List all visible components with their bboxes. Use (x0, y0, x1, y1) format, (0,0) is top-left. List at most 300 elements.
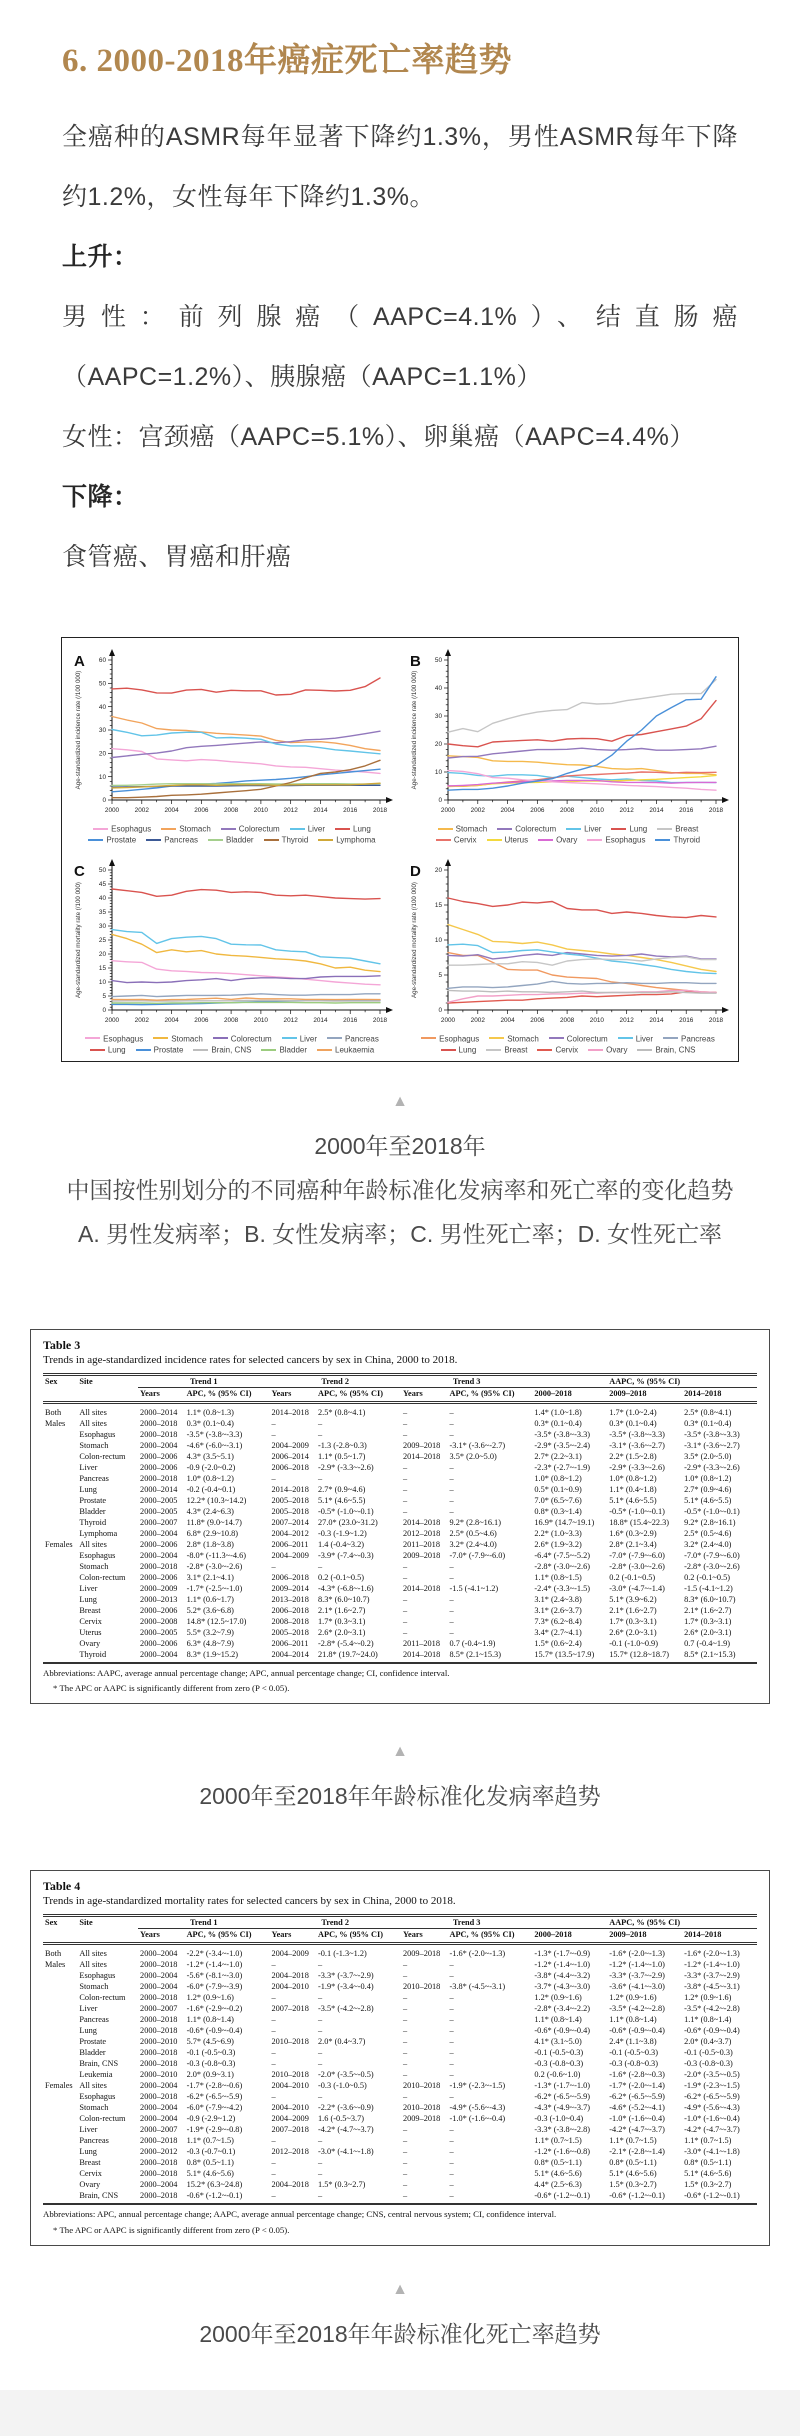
svg-text:2000: 2000 (104, 1016, 120, 1024)
svg-text:20: 20 (98, 750, 106, 758)
legend-swatch-icon (487, 839, 502, 841)
svg-text:2014: 2014 (649, 1016, 664, 1024)
table-row: Thyroid 2000–2004 8.3* (1.9~15.2) 2004–2014 21.8* (19.7~24.0) 2014–2018 8.5* (2.1~15.3) 15.7* (13.5~17.9) 15.7* (12.8~18.7) 8.5* (2.1~15.3) (43, 1649, 757, 1663)
legend-item (161, 823, 211, 834)
col-sex: Sex (45, 1376, 58, 1386)
table-row: Ovary 2000–2004 15.2* (6.3~24.8) 2004–2018 1.5* (0.3~2.7) – – 4.4* (2.5~6.3) 1.5* (0.3~2.7) 1.5* (0.3~2.7) (79, 2180, 732, 2190)
svg-text:2016: 2016 (343, 807, 358, 814)
svg-text:40: 40 (98, 894, 106, 902)
table-row: Prostate 2000–2005 12.2* (10.3~14.2) 2005–2018 5.1* (4.6~5.5) – – 7.0* (6.5~7.6) 5.1* (4.6~5.5) 5.1* (4.6~5.5) (79, 1495, 732, 1505)
legend-item (487, 834, 529, 845)
svg-text:2006: 2006 (194, 1016, 209, 1024)
legend-label: Lung (353, 824, 371, 834)
legend-swatch-icon (549, 1037, 564, 1039)
series-thyroid (112, 760, 380, 797)
legend-item (549, 1033, 608, 1044)
col-apc-3: APC, % (95% CI) (447, 1387, 532, 1402)
series-lung (112, 889, 380, 899)
chart-panel-c (64, 856, 400, 1056)
legend-swatch-icon (421, 1037, 436, 1039)
legend-label: Prostate (106, 835, 137, 845)
col-years-1: Years (138, 1929, 185, 1944)
series-pancreas (112, 993, 380, 996)
table-row: Ovary 2000–2006 6.3* (4.8~7.9) 2006–2011 -2.8* (-5.4~-0.2) 2011–2018 0.7 (-0.4~1.9) 1.5* (0.6~2.4) -0.1 (-1.0~0.9) 0.7 (-0.4~1.9) (79, 1638, 731, 1648)
legend-label: Uterus (504, 835, 529, 845)
col-aapc-2014-2018: 2014–2018 (682, 1929, 757, 1944)
svg-text:2002: 2002 (134, 1016, 149, 1024)
svg-text:0: 0 (102, 1006, 106, 1014)
series-lung (448, 701, 716, 747)
col-trend2: Trend 2 (270, 1916, 401, 1929)
svg-text:0: 0 (102, 797, 106, 805)
svg-text:2006: 2006 (530, 807, 545, 814)
panel-letter-a: A (74, 653, 85, 670)
chart-c-svg (70, 856, 394, 1032)
legend-item (213, 1033, 272, 1044)
legend-label: Cervix (555, 1045, 579, 1055)
legend-item (221, 823, 280, 834)
legend-label: Lung (629, 824, 648, 834)
svg-text:2014: 2014 (649, 807, 664, 814)
legend-item (282, 1033, 317, 1044)
legend-item (538, 834, 577, 845)
svg-text:40: 40 (98, 703, 106, 711)
table4-group-header-row (43, 1916, 757, 1929)
legend-label: Colorectum (230, 1033, 272, 1043)
legend-label: Breast (504, 1045, 528, 1055)
col-sex: Sex (45, 1918, 58, 1928)
legend-swatch-icon (208, 839, 223, 841)
table4-footnote-abbr: Abbreviations: APC, annual percentage change; AAPC, average annual percentage change; CNS, central nervous system; CI, confidence interval. (43, 2209, 557, 2220)
svg-text:15: 15 (434, 901, 442, 909)
table-row: Esophagus 2000–2018 -6.2* (-6.5~-5.9) – – – – -6.2* (-6.5~-5.9) -6.2* (-6.5~-5.9) -6.2* (-6.5~-5.9) (79, 2092, 740, 2102)
legend-label: Leukaemia (335, 1045, 375, 1055)
legend-label: Ovary (556, 835, 578, 845)
legend-item (93, 823, 151, 834)
legend-swatch-icon (489, 1037, 504, 1039)
legend-item (566, 823, 601, 834)
series-bladder (112, 1002, 380, 1003)
legend-swatch-icon (264, 839, 279, 841)
table-row: Prostate 2000–2010 5.7* (4.5~6.9) 2010–2018 2.0* (0.4~3.7) – – 4.1* (3.1~5.0) 2.4* (1.1~3.8) 2.0* (0.4~3.7) (79, 2037, 732, 2047)
table-row: Stomach 2000–2004 -6.0* (-7.9~-3.9) 2004–2010 -1.9* (-3.4~-0.4) 2010–2018 -3.8* (-4.5~-3.1) -3.7* (-4.3~-3.0) -3.6* (-4.1~-3.0) -3.8* (-4.5~-3.1) (79, 1982, 740, 1992)
legend-swatch-icon (153, 1037, 168, 1039)
series-stomach (112, 717, 380, 751)
table-row: Liver 2000–2006 -0.9 (-2.0~0.2) 2006–2018 -2.9* (-3.3~-2.6) – – -2.3* (-2.7~-1.9) -2.9* (-3.3~-2.6) -2.9* (-3.3~-2.6) (79, 1462, 740, 1472)
legend-item (537, 1044, 578, 1055)
col-site: Site (79, 1376, 93, 1386)
svg-text:2008: 2008 (224, 807, 239, 814)
svg-text:10: 10 (434, 936, 442, 944)
legend-label: Lymphoma (336, 835, 376, 845)
legend-item (588, 1044, 627, 1055)
svg-text:2000: 2000 (440, 807, 456, 814)
svg-text:5: 5 (438, 971, 442, 979)
table-row: Thyroid 2000–2007 11.8* (9.0~14.7) 2007–2014 27.0* (23.0~31.2) 2014–2018 9.2* (2.8~16.1) 16.9* (14.7~19.1) 18.8* (15.4~22.3) 9.2* (2.8~16.1) (79, 1517, 736, 1527)
legend-label: Pancreas (164, 835, 199, 845)
table-row: Both All sites 2000–2004 -2.2* (-3.4~-1.0) 2004–2009 -0.1 (-1.3~1.2) 2009–2018 -1.6* (-2.0~-1.3) -1.3* (-1.7~-0.9) -1.6* (-2.0~-1.3) -1.6* (-2.0~-1.3) (45, 1949, 740, 1959)
legend-label: Stomach (507, 1033, 539, 1043)
svg-text:0: 0 (438, 1006, 442, 1014)
legend-swatch-icon (221, 828, 236, 830)
legend-label: Pancreas (681, 1033, 715, 1043)
legend-label: Thyroid (673, 835, 701, 845)
table-row: Esophagus 2000–2004 -8.0* (-11.3~-4.6) 2004–2009 -3.9* (-7.4~-0.3) 2009–2018 -7.0* (-7.9~-6.0) -6.4* (-7.5~-5.2) -7.0* (-7.9~-6.0) -7.0* (-7.9~-6.0) (79, 1550, 740, 1560)
series-esophagus (112, 960, 380, 984)
col-site: Site (79, 1918, 93, 1928)
legend-swatch-icon (566, 828, 581, 830)
legend-swatch-icon (588, 1049, 603, 1051)
legend-swatch-icon (90, 1049, 105, 1051)
y-axis-label: Age-standardized mortality rate (/100 000) (75, 881, 82, 998)
svg-text:20: 20 (434, 741, 442, 749)
legend-label: Pancreas (345, 1033, 379, 1043)
col-aapc-2000-2018: 2000–2018 (532, 1929, 607, 1944)
svg-text:2016: 2016 (679, 1016, 694, 1024)
legend-item (146, 834, 198, 845)
legend-item (153, 1033, 203, 1044)
svg-text:20: 20 (98, 950, 106, 958)
col-aapc-2014-2018: 2014–2018 (682, 1387, 757, 1402)
series-liver (112, 730, 380, 754)
legend-swatch-icon (537, 1049, 552, 1051)
svg-text:2010: 2010 (253, 807, 268, 814)
legend-item (193, 1044, 251, 1055)
legend-item (486, 1044, 527, 1055)
col-trend1: Trend 1 (138, 1374, 269, 1387)
legend-item (318, 834, 375, 845)
col-trend3: Trend 3 (401, 1374, 532, 1387)
svg-text:2018: 2018 (708, 807, 724, 814)
chart-d-svg (406, 856, 730, 1032)
table-row: Colon-rectum 2000–2004 -0.9 (-2.9~1.2) 2004–2009 1.6 (-0.5~3.7) 2009–2018 -1.0* (-1.6~-0.4) -0.3 (-1.0~0.4) -1.0* (-1.6~-0.4) -1.0* (-1.6~-0.4) (79, 2114, 740, 2124)
col-aapc-2009-2018: 2009–2018 (607, 1387, 682, 1402)
svg-text:2000: 2000 (104, 807, 120, 814)
col-apc-2: APC, % (95% CI) (316, 1929, 401, 1944)
table4-title: Table 4 (43, 1879, 81, 1894)
svg-text:2016: 2016 (343, 1016, 358, 1024)
legend-label: Esophagus (111, 824, 152, 834)
svg-text:2018: 2018 (372, 1016, 388, 1024)
table4-caption-text: 2000年至2018年年龄标准化死亡率趋势 (199, 2320, 601, 2347)
table-row: Uterus 2000–2005 5.5* (3.2~7.9) 2005–2018 2.6* (2.0~3.1) – – 3.4* (2.7~4.1) 2.6* (2.0~3.1) 2.6* (2.0~3.1) (79, 1627, 732, 1637)
legend-swatch-icon (193, 1049, 208, 1051)
legend-item (136, 1044, 184, 1055)
table4-mortality (30, 1870, 770, 2246)
legend-swatch-icon (663, 1037, 678, 1039)
triangle-up-icon: ▲ (392, 2280, 408, 2298)
svg-text:35: 35 (98, 908, 106, 916)
legend-swatch-icon (436, 839, 451, 841)
table-row: Liver 2000–2007 -1.6* (-2.9~-0.2) 2007–2018 -3.5* (-4.2~-2.8) – – -2.8* (-3.4~-2.2) -3.5* (-4.2~-2.8) -3.5* (-4.2~-2.8) (79, 2004, 740, 2014)
col-aapc: AAPC, % (95% CI) (532, 1916, 757, 1929)
table-row: Females All sites 2000–2006 2.8* (1.8~3.8) 2006–2011 1.4 (-0.4~3.2) 2011–2018 3.2* (2.4~4.0) 2.6* (1.9~3.2) 2.8* (2.1~3.4) 3.2* (2.4~4.0) (45, 1539, 732, 1549)
paragraph-asmr-trend: 全癌种的ASMR每年显著下降约1.3%，男性ASMR每年下降约1.2%，女性每年下降约1.3%。 (62, 123, 738, 211)
table-row: Cervix 2000–2018 5.1* (4.6~5.6) – – – – 5.1* (4.6~5.6) 5.1* (4.6~5.6) 5.1* (4.6~5.6) (79, 2169, 732, 2179)
legend-item (657, 823, 698, 834)
chart-panel-d (400, 856, 736, 1056)
series-stomach (448, 756, 716, 775)
table-row: Breast 2000–2006 5.2* (3.6~6.8) 2006–2018 2.1* (1.6~2.7) – – 3.1* (2.6~3.7) 2.1* (1.6~2.7) 2.1* (1.6~2.7) (79, 1605, 732, 1615)
svg-text:2008: 2008 (560, 807, 575, 814)
col-aapc-2009-2018: 2009–2018 (607, 1929, 682, 1944)
legend-item (441, 1044, 477, 1055)
page-title: 6. 2000-2018年癌症死亡率趋势 (62, 43, 512, 79)
paragraph-rising-male: 男性：前列腺癌（AAPC=4.1%）、结直肠癌（AAPC=1.2%）、胰腺癌（AAPC=1.1%） (62, 303, 738, 391)
y-axis-label: Age-standardized incidence rate (/100 000) (75, 670, 82, 790)
legend-label: Cervix (453, 835, 477, 845)
legend-swatch-icon (93, 828, 108, 830)
legend-label: Liver (584, 824, 602, 834)
legend-label: Brain, CNS (655, 1045, 696, 1055)
table3-grid (43, 1373, 757, 1664)
legend-item (489, 1033, 539, 1044)
legend-label: Bladder (226, 835, 254, 845)
table-row: Both All sites 2000–2014 1.1* (0.8~1.3) 2014–2018 2.5* (0.8~4.1) – – 1.4* (1.0~1.8) 1.7* (1.0~2.4) 2.5* (0.8~4.1) (45, 1407, 732, 1417)
legend-swatch-icon (637, 1049, 652, 1051)
svg-text:2012: 2012 (283, 807, 298, 814)
table-row: Stomach 2000–2018 -2.8* (-3.0~-2.6) – – – – -2.8* (-3.0~-2.6) -2.8* (-3.0~-2.6) -2.8* (-3.0~-2.6) (79, 1561, 740, 1571)
figure-caption-line1: 2000年至2018年 (314, 1133, 486, 1160)
label-falling: 下降： (62, 483, 139, 511)
svg-text:10: 10 (98, 978, 106, 986)
legend-label: Colorectum (238, 824, 280, 834)
legend-swatch-icon (161, 828, 176, 830)
svg-text:30: 30 (98, 922, 106, 930)
legend-label: Stomach (179, 824, 211, 834)
paragraph-rising-female: 女性：宫颈癌（AAPC=5.1%）、卵巢癌（AAPC=4.4%） (62, 423, 695, 451)
table-row: Females All sites 2000–2004 -1.7* (-2.8~-0.6) 2004–2010 -0.3 (-1.0~0.5) 2010–2018 -1.9* (-2.3~-1.5) -1.3* (-1.7~-1.0) -1.7* (-2.0~-1.4) -1.9* (-2.3~-1.5) (45, 2081, 740, 2091)
chart-a-svg (70, 646, 394, 822)
col-years-2: Years (270, 1387, 317, 1402)
legend-swatch-icon (290, 828, 305, 830)
chart-panel-b (400, 646, 736, 846)
figure-trend-charts (61, 637, 739, 1062)
svg-text:2010: 2010 (589, 807, 604, 814)
legend-item (438, 823, 488, 834)
col-trend1: Trend 1 (138, 1916, 269, 1929)
col-apc-1: APC, % (95% CI) (185, 1929, 270, 1944)
legend-label: Liver (307, 824, 326, 834)
col-trend2: Trend 2 (270, 1374, 401, 1387)
legend-swatch-icon (88, 839, 103, 841)
y-axis-label: Age-standardized incidence rate (/100 000) (411, 670, 418, 790)
series-prostate (112, 769, 380, 792)
col-years-1: Years (138, 1387, 185, 1402)
legend-item (618, 1033, 653, 1044)
svg-text:2012: 2012 (619, 1016, 634, 1024)
legend-swatch-icon (655, 839, 670, 841)
svg-text:30: 30 (434, 713, 442, 721)
legend-swatch-icon (657, 828, 672, 830)
legend-label: Bladder (279, 1045, 308, 1055)
table-row: Esophagus 2000–2018 -3.5* (-3.8~-3.3) – – – – -3.5* (-3.8~-3.3) -3.5* (-3.8~-3.3) -3.5* (-3.8~-3.3) (79, 1429, 740, 1439)
legend-swatch-icon (318, 839, 333, 841)
legend-label: Colorectum (515, 824, 557, 834)
triangle-up-icon: ▲ (392, 1743, 408, 1761)
table-row: Cervix 2000–2008 14.8* (12.5~17.0) 2008–2018 1.7* (0.3~3.1) – – 7.3* (6.2~8.4) 1.7* (0.3~3.1) 1.7* (0.3~3.1) (79, 1616, 732, 1626)
legend-item (85, 1033, 143, 1044)
y-axis-label: Age-standardized mortality rate (/100 000) (411, 881, 418, 998)
table4-sub-header-row (43, 1929, 757, 1944)
legend-swatch-icon (587, 839, 602, 841)
legend-item (88, 834, 136, 845)
legend-item (611, 823, 647, 834)
legend-swatch-icon (538, 839, 553, 841)
table3-group-header-row (43, 1374, 757, 1387)
svg-text:2004: 2004 (500, 807, 515, 814)
legend-swatch-icon (438, 828, 453, 830)
legend-item (264, 834, 309, 845)
legend-label: Esophagus (103, 1033, 144, 1043)
chart-b-legend (400, 823, 736, 846)
table-row: Pancreas 2000–2018 1.0* (0.8~1.2) – – – – 1.0* (0.8~1.2) 1.0* (0.8~1.2) 1.0* (0.8~1.2) (79, 1473, 732, 1483)
col-apc-3: APC, % (95% CI) (447, 1929, 532, 1944)
table-row: Breast 2000–2018 0.8* (0.5~1.1) – – – – 0.8* (0.5~1.1) 0.8* (0.5~1.1) 0.8* (0.5~1.1) (79, 2158, 732, 2168)
table3-sub-header-row (43, 1387, 757, 1402)
table-row: Stomach 2000–2004 -4.6* (-6.0~-3.1) 2004–2009 -1.3 (-2.8~0.3) 2009–2018 -3.1* (-3.6~-2.7) -2.9* (-3.5~-2.4) -3.1* (-3.6~-2.7) -3.1* (-3.6~-2.7) (79, 1440, 740, 1450)
svg-text:50: 50 (98, 680, 106, 688)
table-row: Colon-rectum 2000–2006 4.3* (3.5~5.1) 2006–2014 1.1* (0.5~1.7) 2014–2018 3.5* (2.0~5.0) 2.7* (2.2~3.1) 2.2* (1.5~2.8) 3.5* (2.0~5.0) (79, 1451, 732, 1461)
table4-grid (43, 1914, 757, 2205)
legend-label: Prostate (153, 1045, 184, 1055)
legend-item (663, 1033, 715, 1044)
panel-letter-c: C (74, 862, 85, 880)
figure-caption-line3: A. 男性发病率；B. 女性发病率；C. 男性死亡率；D. 女性死亡率 (77, 1221, 723, 1248)
legend-label: Esophagus (439, 1033, 480, 1043)
table4-caption (0, 2282, 800, 2356)
series-esophagus (448, 952, 716, 992)
svg-text:2016: 2016 (679, 807, 694, 814)
legend-label: Thyroid (281, 835, 309, 845)
chart-c-legend (64, 1033, 400, 1056)
table-row: Brain, CNS 2000–2018 -0.6* (-1.2~-0.1) – – – – -0.6* (-1.2~-0.1) -0.6* (-1.2~-0.1) -0.6* (-1.2~-0.1) (43, 2190, 757, 2204)
table-row: Colon-rectum 2000–2018 1.2* (0.9~1.6) – – – – 1.2* (0.9~1.6) 1.2* (0.9~1.6) 1.2* (0.9~1.6) (79, 1993, 732, 2003)
label-rising: 上升： (62, 243, 139, 271)
chart-d-legend (400, 1033, 736, 1056)
legend-label: Brain, CNS (211, 1045, 252, 1055)
legend-swatch-icon (618, 1037, 633, 1039)
legend-label: Esophagus (605, 835, 646, 845)
table-row: Esophagus 2000–2004 -5.6* (-8.1~-3.0) 2004–2018 -3.3* (-3.7~-2.9) – – -3.8* (-4.4~-3.2) -3.3* (-3.7~-2.9) -3.3* (-3.7~-2.9) (79, 1971, 740, 1981)
table-row: Bladder 2000–2005 4.3* (2.4~6.3) 2005–2018 -0.5* (-1.0~-0.1) – – 0.8* (0.3~1.4) -0.5* (-1.0~-0.1) -0.5* (-1.0~-0.1) (79, 1506, 740, 1516)
legend-swatch-icon (136, 1049, 151, 1051)
svg-text:10: 10 (434, 769, 442, 777)
table-row: Leukemia 2000–2010 2.0* (0.9~3.1) 2010–2018 -2.0* (-3.5~-0.5) – – 0.2 (-0.6~1.0) -1.6* (-2.8~-0.3) -2.0* (-3.5~-0.5) (79, 2070, 740, 2080)
series-colorectum (448, 746, 716, 758)
col-trend3: Trend 3 (401, 1916, 532, 1929)
table3-caption (0, 1744, 800, 1818)
table-row: Liver 2000–2007 -1.9* (-2.9~-0.8) 2007–2018 -4.2* (-4.7~-3.7) – – -3.3* (-3.8~-2.8) -4.2* (-4.7~-3.7) -4.2* (-4.7~-3.7) (79, 2125, 740, 2135)
legend-swatch-icon (486, 1049, 501, 1051)
series-liver (112, 929, 380, 963)
table-row: Pancreas 2000–2018 1.1* (0.8~1.4) – – – – 1.1* (0.8~1.4) 1.1* (0.8~1.4) 1.1* (0.8~1.4) (79, 2015, 732, 2025)
table3-incidence (30, 1329, 770, 1705)
legend-label: Colorectum (566, 1033, 608, 1043)
legend-item (261, 1044, 307, 1055)
legend-item (497, 823, 556, 834)
paragraph-falling: 食管癌、胃癌和肝癌 (62, 543, 292, 571)
legend-swatch-icon (441, 1049, 456, 1051)
series-pancreas (448, 981, 716, 988)
svg-text:20: 20 (434, 866, 442, 874)
svg-text:2008: 2008 (224, 1016, 239, 1024)
svg-text:50: 50 (98, 866, 106, 874)
table-row: Lung 2000–2012 -0.3 (-0.7~0.1) 2012–2018 -3.0* (-4.1~-1.8) – – -1.2* (-1.6~-0.8) -2.1* (-2.8~-1.4) -3.0* (-4.1~-1.8) (79, 2147, 740, 2157)
svg-text:2002: 2002 (470, 807, 485, 814)
svg-text:2004: 2004 (500, 1016, 515, 1024)
legend-item (436, 834, 477, 845)
series-esophagus (112, 749, 380, 774)
table-row: Males All sites 2000–2018 0.3* (0.1~0.4) – – – – 0.3* (0.1~0.4) 0.3* (0.1~0.4) 0.3* (0.1~0.4) (45, 1418, 732, 1428)
svg-text:2002: 2002 (134, 807, 149, 814)
svg-text:2012: 2012 (283, 1016, 298, 1024)
svg-text:15: 15 (98, 964, 106, 972)
legend-label: Stomach (171, 1033, 203, 1043)
chart-a-legend (64, 823, 400, 846)
table3-title: Table 3 (43, 1337, 81, 1352)
intro-section (62, 107, 738, 587)
table-row: Lymphoma 2000–2004 6.8* (2.9~10.8) 2004–2012 -0.3 (-1.9~1.2) 2012–2018 2.5* (0.5~4.6) 2.2* (1.0~3.3) 1.6* (0.3~2.9) 2.5* (0.5~4.6) (79, 1528, 732, 1538)
table-row: Bladder 2000–2018 -0.1 (-0.5~0.3) – – – – -0.1 (-0.5~0.3) -0.1 (-0.5~0.3) -0.1 (-0.5~0.3) (79, 2048, 733, 2058)
svg-text:2018: 2018 (372, 807, 388, 814)
table3-footnote-abbr: Abbreviations: AAPC, average annual percentage change; APC, annual percentage change; CI, confidence interval. (43, 1667, 450, 1678)
legend-swatch-icon (335, 828, 350, 830)
svg-text:60: 60 (98, 657, 106, 665)
legend-swatch-icon (213, 1037, 228, 1039)
series-lung (448, 898, 716, 918)
svg-text:2006: 2006 (530, 1016, 545, 1024)
table3-subtitle: Trends in age-standardized incidence rates for selected cancers by sex in China, 2000 to 2018. (43, 1353, 458, 1366)
col-years-3: Years (401, 1929, 448, 1944)
legend-swatch-icon (261, 1049, 276, 1051)
legend-swatch-icon (85, 1037, 100, 1039)
triangle-up-icon: ▲ (392, 1093, 408, 1111)
legend-item (655, 834, 700, 845)
col-years-2: Years (270, 1929, 317, 1944)
svg-text:2012: 2012 (619, 807, 634, 814)
table-row: Stomach 2000–2004 -6.0* (-7.9~-4.2) 2004–2010 -2.2* (-3.6~-0.9) 2010–2018 -4.9* (-5.6~-4.3) -4.3* (-4.9~-3.7) -4.6* (-5.2~-4.1) -4.9* (-5.6~-4.3) (79, 2103, 740, 2113)
table-row: Pancreas 2000–2018 1.1* (0.7~1.5) – – – – 1.1* (0.7~1.5) 1.1* (0.7~1.5) 1.1* (0.7~1.5) (79, 2136, 732, 2146)
legend-label: Stomach (455, 824, 488, 834)
table4-subtitle: Trends in age-standardized mortality rates for selected cancers by sex in China, 2000 to 2018. (43, 1895, 456, 1908)
footer-strip (0, 2390, 800, 2436)
svg-text:45: 45 (98, 880, 106, 888)
legend-item (208, 834, 254, 845)
legend-label: Breast (675, 824, 699, 834)
legend-label: Liver (635, 1033, 654, 1043)
svg-text:2014: 2014 (313, 807, 328, 814)
svg-text:2014: 2014 (313, 1016, 328, 1024)
legend-item (637, 1044, 695, 1055)
col-years-3: Years (401, 1387, 448, 1402)
legend-item (421, 1033, 479, 1044)
table3-caption-text: 2000年至2018年年龄标准化发病率趋势 (199, 1783, 601, 1810)
legend-swatch-icon (282, 1037, 297, 1039)
table-row: Colon-rectum 2000–2006 3.1* (2.1~4.1) 2006–2018 0.2 (-0.1~0.5) – – 1.1* (0.8~1.5) 0.2 (-0.1~0.5) 0.2 (-0.1~0.5) (79, 1572, 731, 1582)
table-row: Liver 2000–2009 -1.7* (-2.5~-1.0) 2009–2014 -4.3* (-6.8~-1.6) 2014–2018 -1.5 (-4.1~1.2) -2.4* (-3.3~-1.5) -3.0* (-4.7~-1.4) -1.5 (-4.1~1.2) (79, 1583, 733, 1593)
svg-text:2018: 2018 (708, 1016, 724, 1024)
col-aapc-2000-2018: 2000–2018 (532, 1387, 607, 1402)
figure-caption (0, 1094, 800, 1256)
series-lung (112, 678, 380, 695)
svg-text:2006: 2006 (194, 807, 209, 814)
legend-item (317, 1044, 374, 1055)
col-aapc: AAPC, % (95% CI) (532, 1374, 757, 1387)
legend-swatch-icon (611, 828, 626, 830)
col-apc-2: APC, % (95% CI) (316, 1387, 401, 1402)
legend-item (90, 1044, 126, 1055)
